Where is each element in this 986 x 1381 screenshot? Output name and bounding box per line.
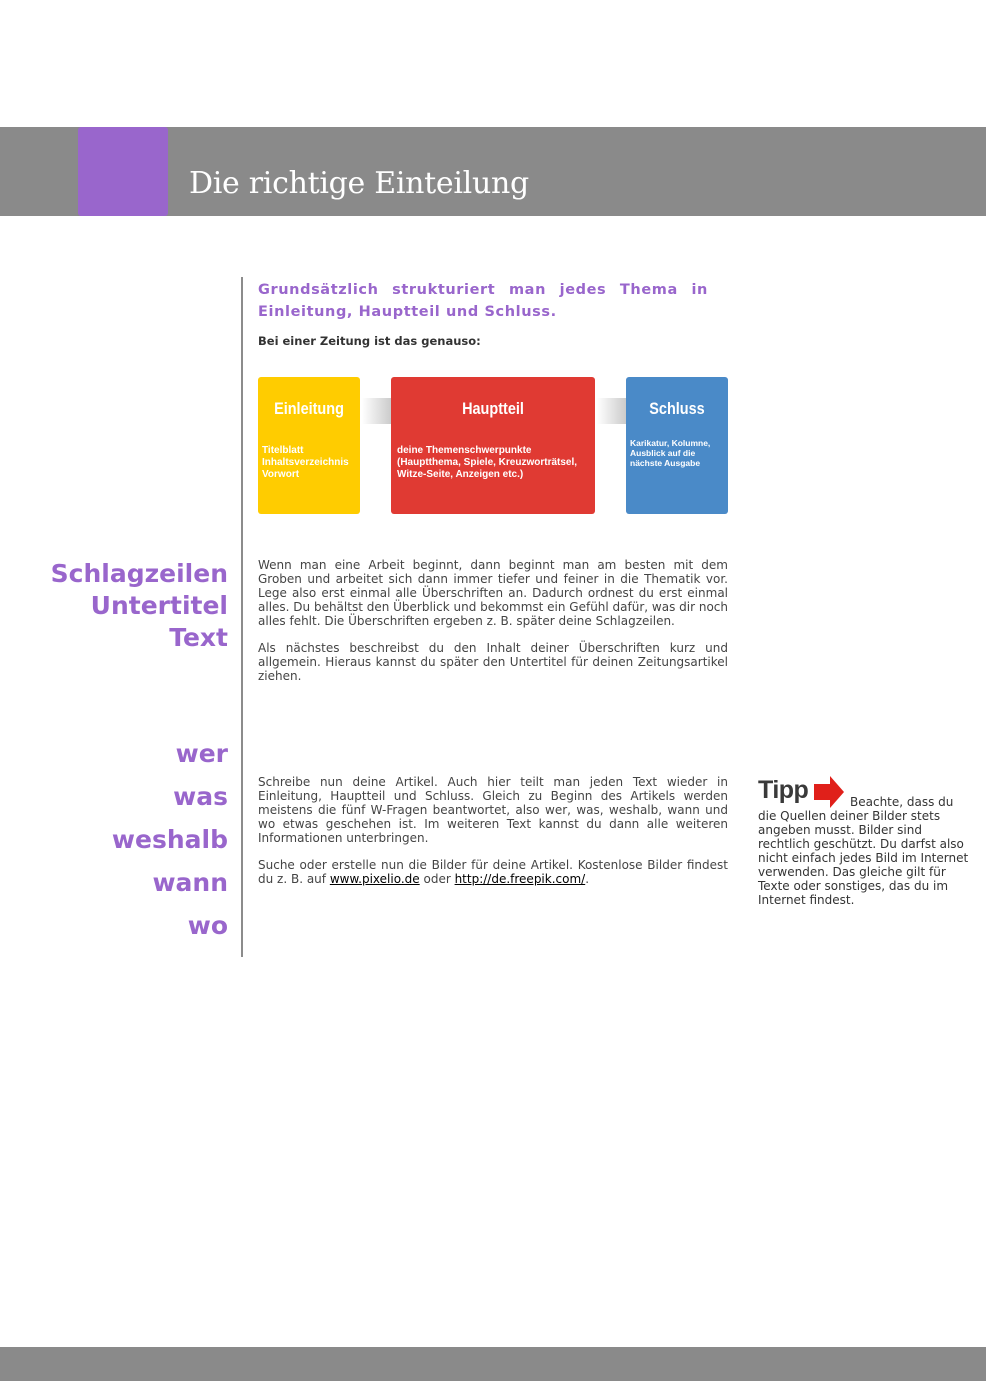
box-schluss-line: Karikatur, Kolumne, bbox=[630, 438, 711, 448]
sidebar-label-text: Text bbox=[169, 623, 228, 652]
wfrage-weshalb: weshalb bbox=[111, 825, 228, 854]
pixelio-link[interactable]: www.pixelio.de bbox=[329, 872, 420, 886]
tipp-label: Tipp bbox=[758, 776, 809, 804]
paragraph-text: Suche oder erstelle nun die Bilder für deine Artikel. Kostenlose Bilder findest du z. B. auf bbox=[258, 858, 728, 886]
box-schluss-line: nächste Ausgabe bbox=[630, 458, 701, 468]
paragraph-text: . bbox=[585, 872, 590, 886]
footer-band bbox=[0, 1347, 986, 1381]
page-title: Die richtige Einteilung bbox=[189, 166, 529, 201]
box-einleitung-line: Titelblatt bbox=[262, 445, 304, 456]
sidebar-label-schlagzeilen: Schlagzeilen bbox=[50, 559, 228, 588]
box-einleitung-body bbox=[262, 445, 349, 481]
tipp-text: Beachte, dass du die Quellen deiner Bilder stets angeben musst. Bilder sind rechtlich geschützt. Du darfst also nicht einfach jedes Bild im Internet verwenden. Das gleiche gilt für Texte oder sonstiges, das du im Internet findest. bbox=[758, 795, 969, 907]
freepik-link[interactable]: http://de.freepik.com/ bbox=[454, 872, 586, 886]
wfrage-wo: wo bbox=[187, 911, 228, 940]
paragraph: Schreibe nun deine Artikel. Auch hier teilt man jeden Text wieder in Einleitung, Hauptteil und Schluss. Gleich zu Beginn des Artikels werden meistens die fünf W-Fragen beantwortet, also wer, was, weshalb, wann und wo etwas geschehen ist. Im weiteren Text kannst du dann alle weiteren Informationen unterbringen. bbox=[258, 775, 728, 845]
box-hauptteil-line: (Hauptthema, Spiele, Kreuzworträtsel, bbox=[397, 457, 578, 468]
box-hauptteil bbox=[391, 377, 595, 514]
intro-subheading: Bei einer Zeitung ist das genauso: bbox=[258, 334, 481, 348]
box-hauptteil-line: deine Themenschwerpunkte bbox=[397, 445, 532, 456]
paragraph-images bbox=[258, 858, 728, 886]
box-hauptteil-body bbox=[397, 445, 577, 481]
wfrage-wer: wer bbox=[175, 739, 228, 768]
box-hauptteil-line: Witze-Seite, Anzeigen etc.) bbox=[397, 469, 524, 480]
box-hauptteil-title: Hauptteil bbox=[462, 399, 524, 418]
box-schluss-body bbox=[630, 438, 710, 468]
box-einleitung-title: Einleitung bbox=[274, 399, 344, 418]
box-einleitung-line: Vorwort bbox=[262, 469, 300, 480]
vertical-divider bbox=[241, 277, 243, 957]
accent-square bbox=[78, 127, 168, 216]
sidebar-label-untertitel: Untertitel bbox=[90, 591, 228, 620]
paragraph-text: oder bbox=[419, 872, 455, 886]
intro-heading: Grundsätzlich strukturiert man jedes Thema in Einleitung, Hauptteil und Schluss. bbox=[258, 282, 708, 320]
box-einleitung-line: Inhaltsverzeichnis bbox=[262, 457, 349, 468]
wfrage-was: was bbox=[173, 782, 228, 811]
box-schluss bbox=[626, 377, 728, 514]
wfrage-wann: wann bbox=[152, 868, 228, 897]
body-block-articles bbox=[258, 775, 728, 886]
box-einleitung bbox=[258, 377, 360, 514]
body-block-structure bbox=[258, 558, 728, 683]
paragraph: Als nächstes beschreibst du den Inhalt deiner Überschriften kurz und allgemein. Hieraus kannst du später den Untertitel für deinen Zeitungsartikel ziehen. bbox=[258, 641, 728, 683]
paragraph: Wenn man eine Arbeit beginnt, dann beginnt man am besten mit dem Groben und arbeitet sich dann immer tiefer und feiner in die Thematik vor. Lege also erst einmal alle Überschriften an. Dadurch ordnest du erst einmal alles. Du behältst den Überblick und bekommst ein Gefühl dafür, was dir noch alles fehlt. Die Überschriften ergeben z. B. später deine Schlagzeilen. bbox=[258, 558, 729, 628]
box-schluss-line: Ausblick auf die bbox=[630, 448, 696, 458]
box-schluss-title: Schluss bbox=[649, 399, 705, 418]
